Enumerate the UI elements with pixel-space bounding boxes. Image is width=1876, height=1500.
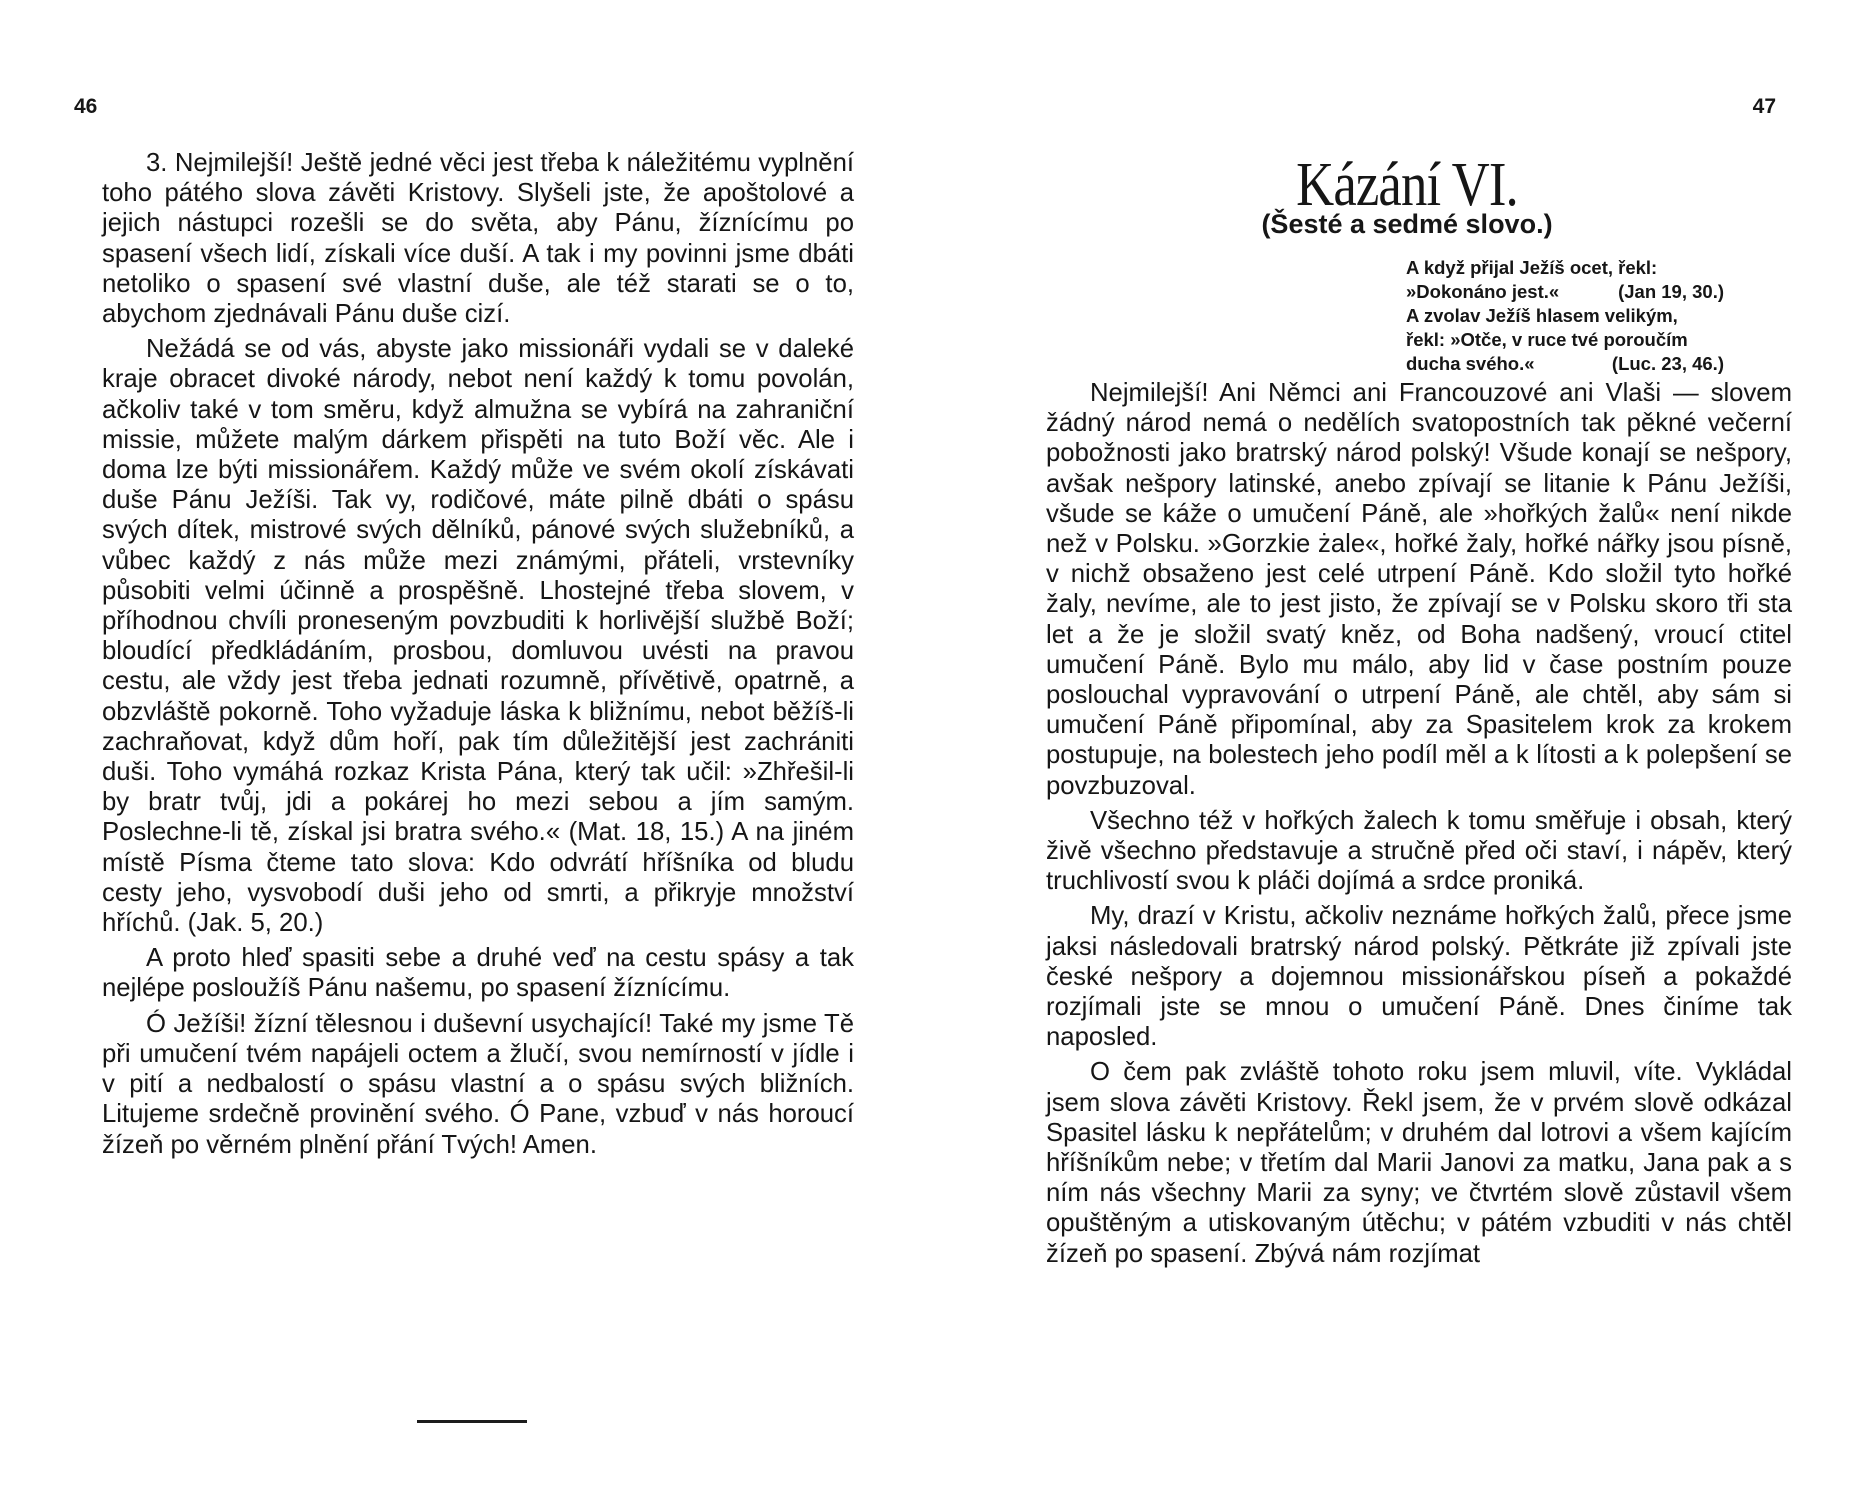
- right-page-text: [1046, 378, 1792, 1269]
- end-rule-divider: [417, 1420, 527, 1423]
- right-page: [938, 0, 1876, 1500]
- motto-text: ducha svého.«: [1406, 353, 1535, 374]
- paragraph: O čem pak zvláště tohoto roku jsem mluvil, víte. Vykládal jsem slova závěti Kristovy. Řekl jsem, že v prvém slově odkázal Spasitel lásku k nepřátelům; v druhém dal lotrovi a všem kajícím hříšníkům nebe; v třetím dal Marii Janovi za matku, Jana pak a s ním nás všechny Marii za syny; ve čtvrtém slově zůstavil všem opuštěným a utiskovaným útěchu; v pátém vzbuditi v nás chtěl žízeň po spasení. Zbývá nám rozjímat: [1046, 1058, 1792, 1268]
- sermon-subtitle: (Šesté a sedmé slovo.): [1261, 209, 1553, 239]
- paragraph: Všechno též v hořkých žalech k tomu směřuje i obsah, který živě všechno představuje a stručně před oči staví, i nápěv, který truchlivostí svou k pláči dojímá a srdce proniká.: [1046, 806, 1792, 896]
- paragraph: A proto hleď spasiti sebe a druhé veď na cestu spásy a tak nejlépe posloužíš Pánu našemu, po spasení žíznícímu.: [102, 944, 854, 1003]
- paragraph: Nežádá se od vás, abyste jako missionáři vydali se v daleké kraje obracet divoké národy, nebot není každý k tomu povolán, ačkoliv také v tom směru, když almužna se vybírá na zahraniční missie, můžete malým dárkem přispěti na tuto Boží věc. Ale i doma lze býti missionářem. Každý může ve svém okolí získávati duše Pánu Ježíši. Tak vy, rodičové, máte pilně dbáti o spásu svých dítek, mistrové svých dělníků, pánové svých služebníků, a vůbec každý z nás může mezi známými, přáteli, vrstevníky působiti velmi účinně a prospěšně. Lhostejné třeba slovem, v příhodnou chvíli proneseným povzbuditi k horlivější službě Boží; bloudící předkládáním, prosbou, domluvou uvésti na pravou cestu, ale vždy jest třeba jednati rozumně, přívětivě, opatrně, a obzvláště pokorně. Toho vyžaduje láska k bližnímu, nebot běžíš-li zachraňovat, když dům hoří, pak tím důležitější jest zachrániti duši. Toho vymáhá rozkaz Krista Pána, který tak učil: »Zhřešil-li by bratr tvůj, jdi a pokárej ho mezi sebou a jím samým. Poslechne-li tě, získal jsi bratra svého.« (Mat. 18, 15.) A na jiném místě Písma čteme tato slova: Kdo odvrátí hříšníka od bludu cesty jeho, vysvobodí duši jeho od smrti, a přikryje množství hříchů. (Jak. 5, 20.): [102, 335, 854, 938]
- motto-reference: (Jan 19, 30.): [1618, 281, 1724, 302]
- page-number-left: 46: [74, 95, 98, 118]
- motto-line: [1406, 280, 1724, 304]
- motto-text: A když přijal Ježíš ocet, řekl:: [1406, 257, 1658, 278]
- motto-text: A zvolav Ježíš hlasem velikým,: [1406, 305, 1678, 326]
- paragraph: My, drazí v Kristu, ačkoliv neznáme hořkých žalů, přece jsme jaksi následovali bratrský národ polský. Pětkráte již zpívali jste české nešpory a dojemnou missionářskou píseň a pokaždé rozjímali jste se mnou o umučení Páně. Dnes činíme tak naposled.: [1046, 902, 1792, 1052]
- paragraph: Nejmilejší! Ani Němci ani Francouzové ani Vlaši — slovem žádný národ nemá o nedělích svatopostních tak pěkné večerní pobožnosti jako bratrský národ polský! Všude konají se nešpory, avšak nešpory latinské, anebo zpívají se litanie k Pánu Ježíši, všude se káže o umučení Páně, ale »hořkých žalů« není nikde než v Polsku. »Gorzkie żale«, hořké žaly, hořké nářky jsou písně, v nichž obsaženo jest celé utrpení Páně. Kdo složil tyto hořké žaly, nevíme, ale to jest jisto, že zpívají se v Polsku skoro tři sta let a že je složil svatý kněz, od Boha nadšený, vroucí ctitel umučení Páně. Bylo mu málo, aby lid v čase postním pouze poslouchal vypravování o utrpení Páně, ale chtěl, aby sám si umučení Páně připomínal, aby za Spasitelem krok za krokem postupuje, na bolestech jeho podíl měl a k lítosti a k polepšení se povzbuzoval.: [1046, 379, 1792, 800]
- page-number-right: 47: [1752, 95, 1776, 118]
- left-page-text: [102, 148, 854, 1160]
- scripture-motto: [1406, 256, 1724, 376]
- paragraph: Ó Ježíši! žízní tělesnou i duševní usychající! Také my jsme Tě při umučení tvém napájeli octem a žlučí, svou nemírností v jídle i v pití a nedbalostí o spásu vlastní a o spásu svých bližních. Litujeme srdečně provinění svého. Ó Pane, vzbuď v nás horoucí žízeň po věrném plnění přání Tvých! Amen.: [102, 1009, 854, 1159]
- motto-text: řekl: »Otče, v ruce tvé poroučím: [1406, 329, 1688, 350]
- motto-line: [1406, 352, 1724, 376]
- motto-reference: (Luc. 23, 46.): [1611, 353, 1724, 374]
- sermon-title: Kázání VI.: [1296, 151, 1518, 219]
- motto-line: [1406, 304, 1724, 328]
- motto-line: [1406, 328, 1724, 352]
- motto-line: [1406, 256, 1724, 280]
- motto-text: »Dokonáno jest.«: [1406, 281, 1560, 302]
- paragraph: 3. Nejmilejší! Ještě jedné věci jest třeba k náležitému vyplnění toho pátého slova závěti Kristovy. Slyšeli jste, že apoštolové a jejich nástupci rozešli se do světa, aby Pánu, žíznícímu po spasení všech lidí, získali více duší. A tak i my povinni jsme dbáti netoliko o spasení své vlastní duše, ale též starati se o to, abychom zjednávali Pánu duše cizí.: [102, 149, 854, 329]
